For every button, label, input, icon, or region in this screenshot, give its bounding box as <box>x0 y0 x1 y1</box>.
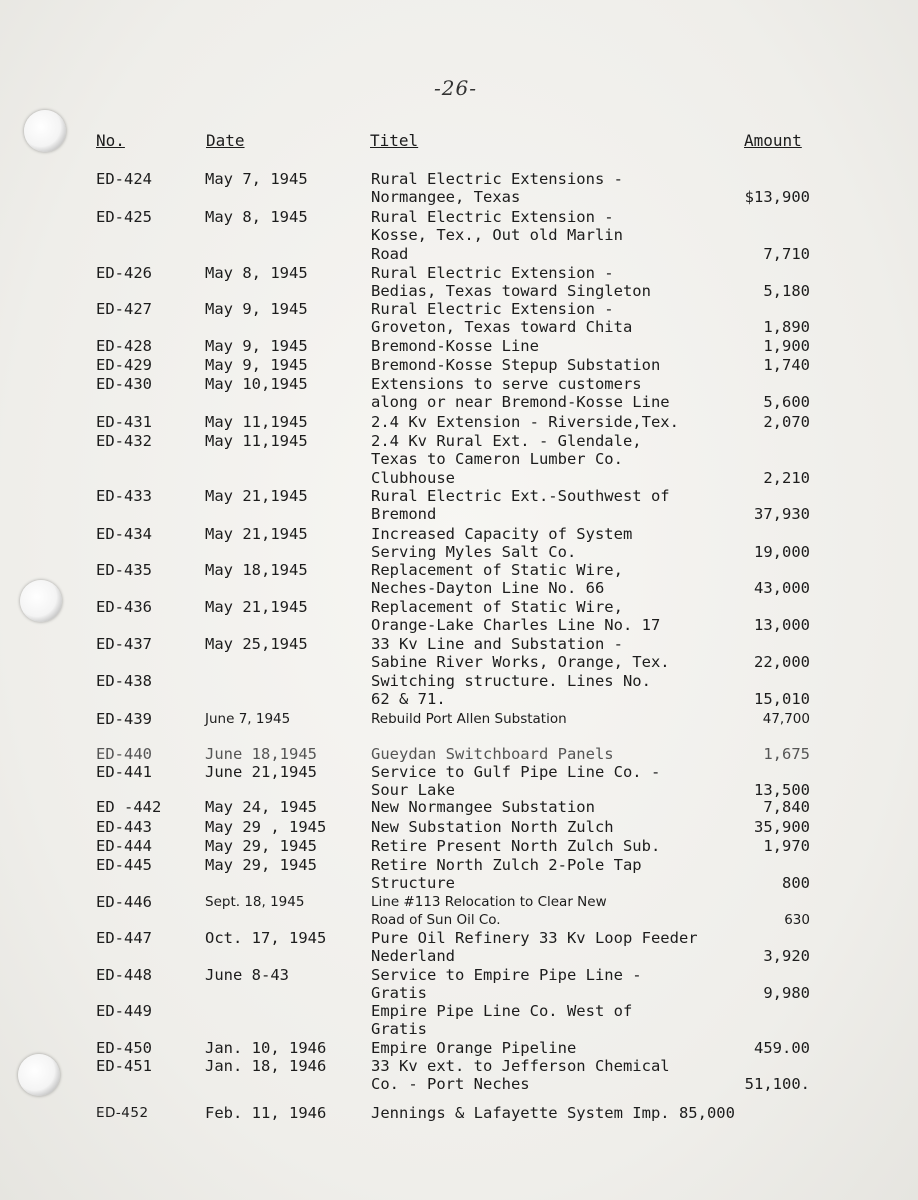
entry-number: ED-445 <box>96 856 152 874</box>
entry-date: May 8, 1945 <box>205 208 308 226</box>
entry-date: May 21,1945 <box>205 487 308 505</box>
entry-title <box>371 1104 741 1122</box>
entry-number: ED-427 <box>96 300 152 318</box>
entry-title-line: Rural Electric Extension - <box>371 300 614 318</box>
entry-number: ED-434 <box>96 525 152 543</box>
entry-title-line: Service to Gulf Pipe Line Co. - <box>371 763 661 781</box>
column-header-date: Date <box>206 131 245 150</box>
entry-title-line: Clubhouse <box>371 468 455 487</box>
entry-title-line: Increased Capacity of System <box>371 525 633 543</box>
entry-title-line: Rural Electric Extension - <box>371 208 614 226</box>
entry-title <box>371 798 741 816</box>
entry-date: May 21,1945 <box>205 598 308 616</box>
entry-number: ED-430 <box>96 375 152 393</box>
column-header-title: Titel <box>370 131 419 150</box>
entry-title-line: Sabine River Works, Orange, Tex. <box>371 653 670 672</box>
entry-title-line: 33 Kv Line and Substation - <box>371 635 623 653</box>
entry-amount: 630 <box>784 912 810 929</box>
entry-title <box>371 837 741 855</box>
entry-number: ED-429 <box>96 356 152 374</box>
entry-title <box>371 745 741 763</box>
entry-title-line: Rebuild Port Allen Substation <box>371 711 567 727</box>
entry-title <box>371 598 741 635</box>
entry-title <box>371 929 741 966</box>
entry-title-line: Nederland <box>371 947 455 966</box>
punch-hole <box>20 580 62 622</box>
entry-title-line: Gueydan Switchboard Panels <box>371 745 614 763</box>
entry-title <box>371 337 741 355</box>
entry-title <box>371 561 741 598</box>
entry-title-line: Road <box>371 244 409 263</box>
entry-title-line: Service to Empire Pipe Line - <box>371 966 642 984</box>
entry-number: ED-439 <box>96 710 152 728</box>
entry-amount: 22,000 <box>754 653 810 672</box>
entry-title-line: Serving Myles Salt Co. <box>371 543 577 562</box>
entry-title <box>371 525 741 562</box>
entry-number: ED-424 <box>96 170 152 188</box>
entry-title-line: Orange-Lake Charles Line No. 17 <box>371 616 661 635</box>
entry-number: ED-452 <box>96 1105 149 1121</box>
entry-title-line: Rural Electric Extensions - <box>371 170 623 188</box>
entry-title-line: Bremond-Kosse Stepup Substation <box>371 356 661 374</box>
entry-number: ED-435 <box>96 561 152 579</box>
entry-title <box>371 856 741 893</box>
entry-title <box>371 1002 741 1039</box>
entry-date: Jan. 18, 1946 <box>205 1057 327 1075</box>
entry-title <box>371 635 741 672</box>
entry-amount: 459.00 <box>754 1039 810 1057</box>
entry-date: May 8, 1945 <box>205 264 308 282</box>
entry-title-line: Bremond-Kosse Line <box>371 337 539 355</box>
page-number: -26- <box>434 76 477 100</box>
entry-date: May 9, 1945 <box>205 337 308 355</box>
entry-date: Oct. 17, 1945 <box>205 929 327 947</box>
entry-title <box>371 170 741 207</box>
column-header-amount: Amount <box>744 131 802 150</box>
entry-amount: 5,600 <box>763 393 810 412</box>
entry-title <box>371 672 741 709</box>
entry-title-line: Retire Present North Zulch Sub. <box>371 837 661 855</box>
entry-title-line: Replacement of Static Wire, <box>371 561 623 579</box>
entry-amount: 1,740 <box>763 356 810 374</box>
entry-title <box>371 893 741 930</box>
entry-number: ED-448 <box>96 966 152 984</box>
entry-amount: 7,840 <box>763 798 810 816</box>
entry-amount: 5,180 <box>763 282 810 301</box>
entry-date: May 21,1945 <box>205 525 308 543</box>
entry-title-line: Groveton, Texas toward Chita <box>371 318 633 337</box>
entry-number: ED-449 <box>96 1002 152 1020</box>
entry-number: ED-433 <box>96 487 152 505</box>
entry-title <box>371 413 741 431</box>
entry-date: May 10,1945 <box>205 375 308 393</box>
entry-amount: 47,700 <box>762 711 810 727</box>
entry-amount: 9,980 <box>763 984 810 1003</box>
entry-date: June 7, 1945 <box>205 711 291 727</box>
entry-title <box>371 356 741 374</box>
punch-hole <box>18 1054 60 1096</box>
entry-title <box>371 818 741 836</box>
entry-number: ED-440 <box>96 745 152 763</box>
entry-title-line: Co. - Port Neches <box>371 1075 530 1094</box>
entry-title-line: New Substation North Zulch <box>371 818 614 836</box>
entry-number: ED-446 <box>96 893 152 911</box>
entry-amount: 15,010 <box>754 690 810 709</box>
entry-title-line: Empire Pipe Line Co. West of <box>371 1002 633 1020</box>
entry-date: May 24, 1945 <box>205 798 317 816</box>
entry-date: Jan. 10, 1946 <box>205 1039 327 1057</box>
entry-date: May 11,1945 <box>205 432 308 450</box>
entry-date: Sept. 18, 1945 <box>205 894 305 910</box>
entry-title-line: Structure <box>371 874 455 893</box>
entry-title-line: New Normangee Substation <box>371 798 595 816</box>
entry-title-line: Kosse, Tex., Out old Marlin <box>371 226 623 245</box>
entry-number: ED-432 <box>96 432 152 450</box>
punch-hole <box>24 110 66 152</box>
entry-amount: 1,970 <box>763 837 810 855</box>
entry-title <box>371 1057 741 1094</box>
entry-title <box>371 208 741 263</box>
entry-title-line: 33 Kv ext. to Jefferson Chemical <box>371 1057 670 1075</box>
entry-number: ED-436 <box>96 598 152 616</box>
entry-amount: 19,000 <box>754 543 810 562</box>
entry-amount: $13,900 <box>744 188 810 207</box>
entry-title-line: Jennings & Lafayette System Imp. 85,000 <box>371 1104 735 1122</box>
entry-date: May 29, 1945 <box>205 856 317 874</box>
entry-title-line: Extensions to serve customers <box>371 375 642 393</box>
entry-number: ED-444 <box>96 837 152 855</box>
entry-title-line: Gratis <box>371 1020 427 1039</box>
entry-title <box>371 710 741 728</box>
entry-number: ED-451 <box>96 1057 152 1075</box>
entry-amount: 13,000 <box>754 616 810 635</box>
entry-title-line: Empire Orange Pipeline <box>371 1039 577 1057</box>
entry-number: ED-437 <box>96 635 152 653</box>
entry-title-line: 2.4 Kv Rural Ext. - Glendale, <box>371 432 642 450</box>
entry-title <box>371 375 741 412</box>
entry-amount: 3,920 <box>763 947 810 966</box>
entry-title-line: Switching structure. Lines No. <box>371 672 651 690</box>
entry-amount: 35,900 <box>754 818 810 836</box>
entry-number: ED-428 <box>96 337 152 355</box>
entry-title-line: 62 & 71. <box>371 690 446 709</box>
entry-amount: 13,500 <box>754 781 810 800</box>
entry-date: May 7, 1945 <box>205 170 308 188</box>
entry-amount: 43,000 <box>754 579 810 598</box>
entry-title-line: 2.4 Kv Extension - Riverside,Tex. <box>371 413 679 431</box>
entry-date: June 8-43 <box>205 966 289 984</box>
entry-title-line: Bremond <box>371 505 437 524</box>
entry-amount: 1,890 <box>763 318 810 337</box>
entry-amount: 51,100. <box>744 1075 810 1094</box>
entry-number: ED-450 <box>96 1039 152 1057</box>
entry-number: ED -442 <box>96 798 162 816</box>
entry-title <box>371 966 741 1003</box>
entry-title <box>371 487 741 524</box>
entry-date: May 29 , 1945 <box>205 818 327 836</box>
entry-title-line: Bedias, Texas toward Singleton <box>371 282 651 301</box>
entry-title <box>371 432 741 487</box>
entry-number: ED-426 <box>96 264 152 282</box>
entry-title <box>371 264 741 301</box>
entry-title <box>371 300 741 337</box>
entry-date: May 11,1945 <box>205 413 308 431</box>
entry-number: ED-441 <box>96 763 152 781</box>
entry-title-line: along or near Bremond-Kosse Line <box>371 393 670 412</box>
entry-title-line: Neches-Dayton Line No. 66 <box>371 579 605 598</box>
entry-title <box>371 763 741 800</box>
entry-title-line: Texas to Cameron Lumber Co. <box>371 450 623 469</box>
entry-number: ED-438 <box>96 672 152 690</box>
entry-title-line: Pure Oil Refinery 33 Kv Loop Feeder <box>371 929 698 947</box>
entry-title-line: Normangee, Texas <box>371 188 521 207</box>
entry-title-line: Rural Electric Extension - <box>371 264 614 282</box>
entry-number: ED-447 <box>96 929 152 947</box>
entry-title <box>371 1039 741 1057</box>
entry-amount: 800 <box>782 874 810 893</box>
entry-title-line: Sour Lake <box>371 781 455 800</box>
entry-date: May 18,1945 <box>205 561 308 579</box>
entry-date: May 9, 1945 <box>205 356 308 374</box>
column-header-no: No. <box>96 131 125 150</box>
entry-title-line: Replacement of Static Wire, <box>371 598 623 616</box>
entry-title-line: Gratis <box>371 984 427 1003</box>
entry-title-line: Retire North Zulch 2-Pole Tap <box>371 856 642 874</box>
entry-amount: 2,070 <box>763 413 810 431</box>
entry-amount: 7,710 <box>763 244 810 263</box>
entry-title-line: Line #113 Relocation to Clear New <box>371 894 607 910</box>
entry-date: May 9, 1945 <box>205 300 308 318</box>
entry-date: June 18,1945 <box>205 745 317 763</box>
entry-date: Feb. 11, 1946 <box>205 1104 327 1122</box>
entry-amount: 1,675 <box>763 745 810 763</box>
entry-amount: 2,210 <box>763 468 810 487</box>
entry-date: May 25,1945 <box>205 635 308 653</box>
entry-amount: 37,930 <box>754 505 810 524</box>
entry-title-line: Road of Sun Oil Co. <box>371 912 501 929</box>
entry-date: May 29, 1945 <box>205 837 317 855</box>
entry-number: ED-443 <box>96 818 152 836</box>
entry-title-line: Rural Electric Ext.-Southwest of <box>371 487 670 505</box>
entry-number: ED-431 <box>96 413 152 431</box>
entry-number: ED-425 <box>96 208 152 226</box>
entry-amount: 1,900 <box>763 337 810 355</box>
entry-date: June 21,1945 <box>205 763 317 781</box>
